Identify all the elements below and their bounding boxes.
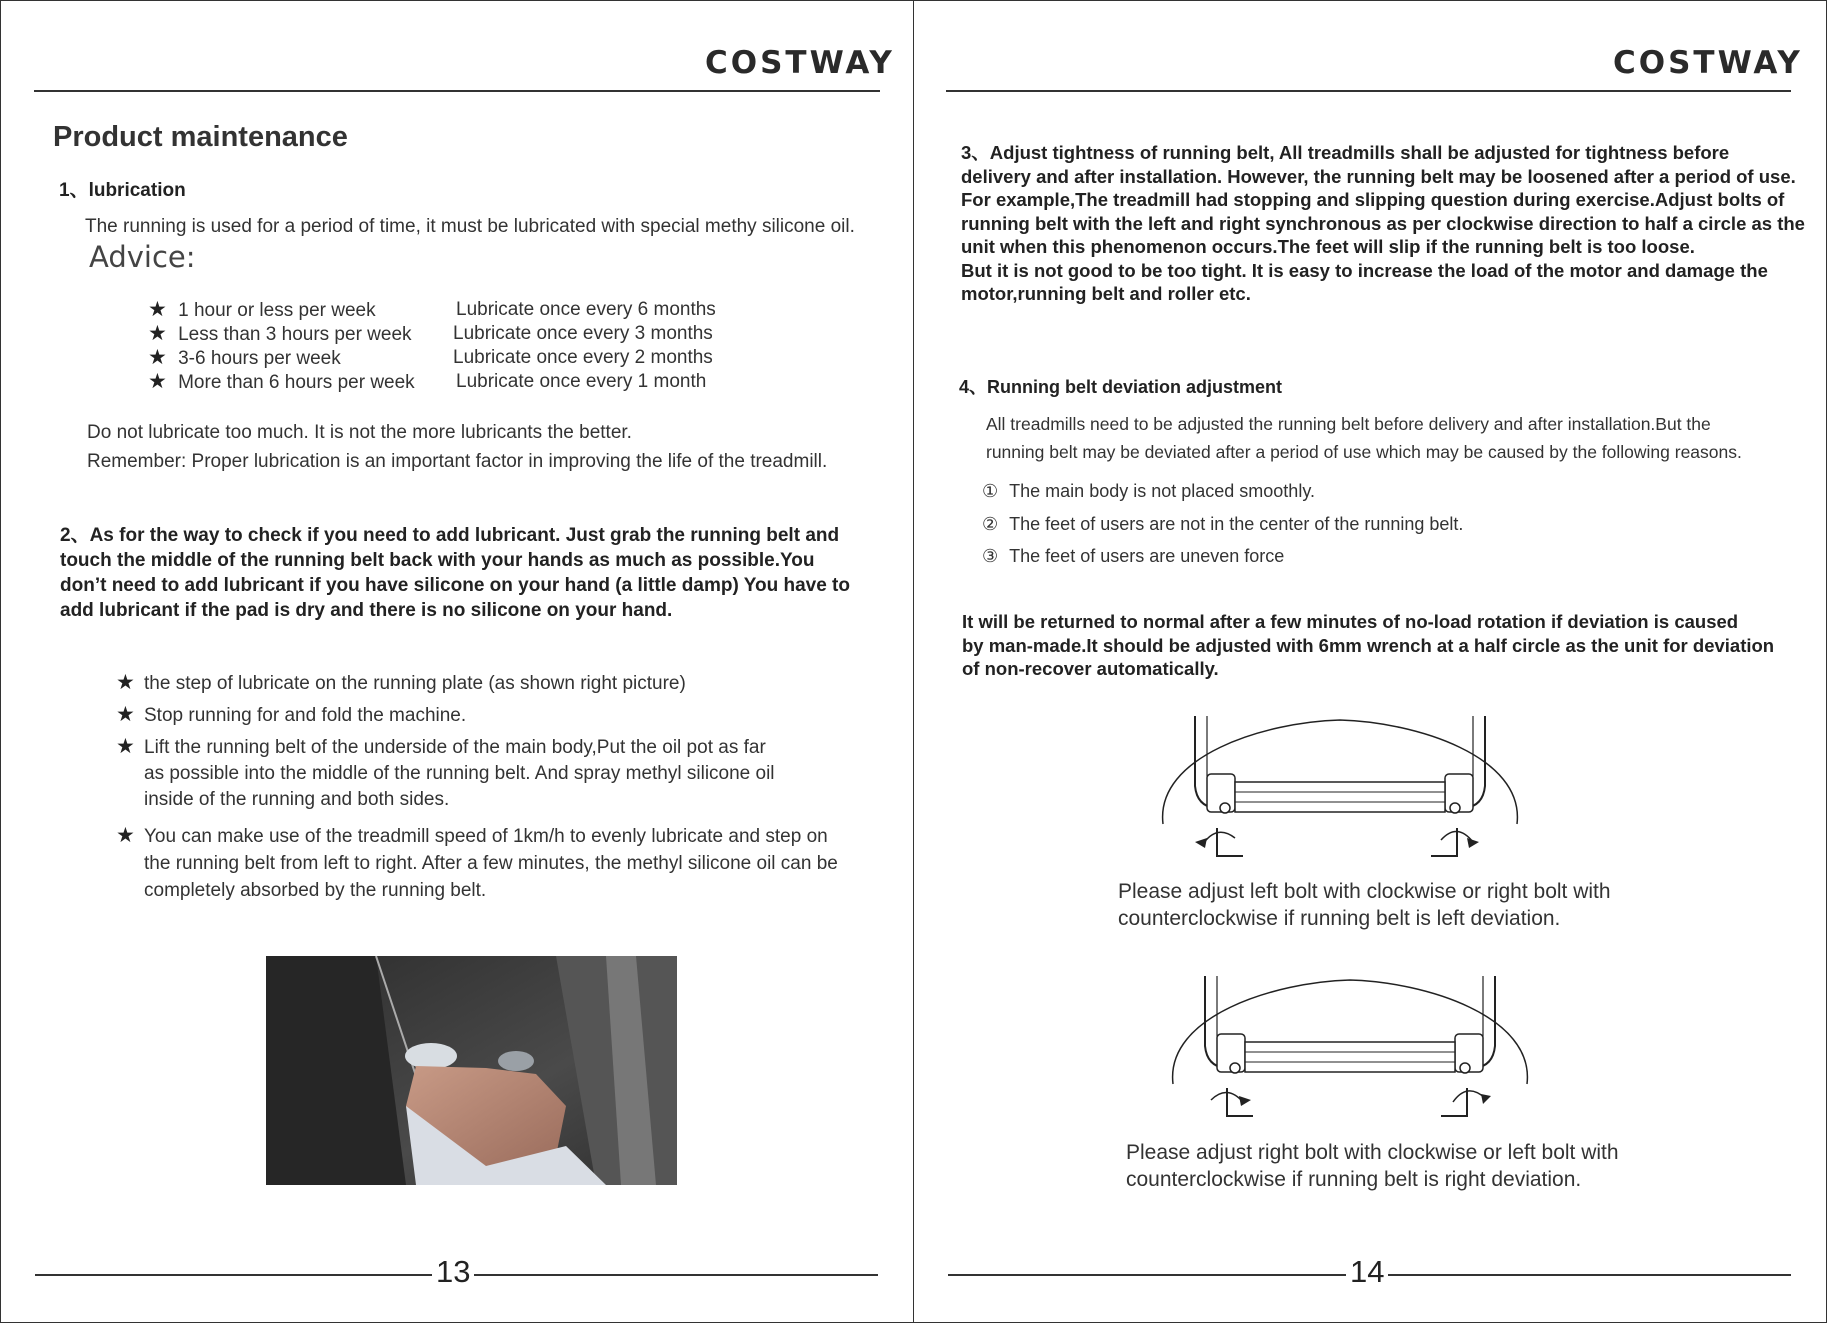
- section-4-intro-line: All treadmills need to be adjusted the running belt before delivery and after installation.But the: [986, 414, 1711, 434]
- counterclockwise-arrow-icon: [1211, 1088, 1253, 1116]
- star-icon: ★: [148, 322, 167, 345]
- star-icon: ★: [148, 298, 167, 321]
- section-1-intro: The running is used for a period of time, it must be lubricated with special methy silicone oil.: [85, 216, 855, 237]
- advice-row: [148, 345, 341, 370]
- section-2-line: add lubricant if the pad is dry and there is no silicone on your hand.: [60, 600, 673, 621]
- lubrication-note-2: Remember: Proper lubrication is an important factor in improving the life of the treadmill.: [87, 451, 828, 472]
- header-rule-left: [34, 90, 880, 92]
- star-icon: ★: [116, 703, 135, 726]
- step-line: inside of the running and both sides.: [144, 789, 450, 810]
- step-line: as possible into the middle of the running belt. And spray methyl silicone oil: [144, 763, 775, 784]
- step-line: the step of lubricate on the running plate (as shown right picture): [144, 673, 686, 694]
- lubrication-photo: [266, 956, 677, 1185]
- section-3-line: motor,running belt and roller etc.: [961, 283, 1251, 304]
- caption-line: Please adjust left bolt with clockwise or right bolt with: [1118, 880, 1611, 903]
- reason-item: [982, 546, 1284, 567]
- advice-row: [148, 369, 415, 394]
- advice-row: [148, 321, 412, 346]
- diagram-caption-2: [1126, 1139, 1619, 1193]
- advice-schedule: Lubricate once every 3 months: [453, 323, 713, 344]
- section-4-intro: [986, 410, 1742, 466]
- section-4-heading: 4、Running belt deviation adjustment: [959, 377, 1283, 397]
- section-3-line: delivery and after installation. However, the running belt may be loosened after a period of use.: [961, 165, 1796, 187]
- step-line: the running belt from left to right. After a few minutes, the methyl silicone oil can be: [144, 853, 838, 874]
- section-2-paragraph: [60, 523, 850, 623]
- reason-item: [982, 514, 1463, 535]
- section-3-line: For example,The treadmill had stopping and slipping question during exercise.Adjust bolts of: [961, 189, 1785, 210]
- section-2-line: 2、As for the way to check if you need to add lubricant. Just grab the running belt and: [60, 525, 840, 546]
- step-line: Lift the running belt of the underside of the main body,Put the oil pot as far: [144, 737, 766, 758]
- star-icon: ★: [148, 346, 167, 369]
- reason-text: The feet of users are not in the center of the running belt.: [1009, 514, 1464, 534]
- section-3-line: unit when this phenomenon occurs.The feet will slip if the running belt is too loose.: [961, 236, 1695, 257]
- counterclockwise-arrow-icon: [1431, 828, 1479, 856]
- clockwise-arrow-icon: [1441, 1088, 1491, 1116]
- page-number-right: 14: [1346, 1254, 1388, 1290]
- lubrication-note-1: Do not lubricate too much. It is not the more lubricants the better.: [87, 422, 632, 443]
- reason-text: The feet of users are uneven force: [1009, 546, 1285, 566]
- star-icon: ★: [116, 671, 135, 694]
- page-number-left: 13: [432, 1254, 474, 1290]
- section-3-line: But it is not good to be too tight. It is easy to increase the load of the motor and damage the: [961, 259, 1768, 281]
- advice-label: Advice:: [89, 240, 196, 274]
- advice-usage: More than 6 hours per week: [178, 372, 415, 393]
- caption-line: counterclockwise if running belt is left deviation.: [1118, 907, 1561, 930]
- advice-usage: Less than 3 hours per week: [178, 324, 412, 345]
- advice-usage: 3-6 hours per week: [178, 348, 341, 369]
- advice-usage: 1 hour or less per week: [178, 300, 376, 321]
- reason-item: [982, 481, 1315, 502]
- clockwise-arrow-icon: [1195, 828, 1243, 856]
- section-3-line: 3、Adjust tightness of running belt, All treadmills shall be adjusted for tightness before: [961, 142, 1730, 163]
- brand-logo-left: COSTWAY: [705, 45, 895, 81]
- reason-marker: ②: [982, 514, 999, 534]
- advice-schedule: Lubricate once every 1 month: [456, 371, 707, 392]
- advice-schedule: Lubricate once every 6 months: [456, 299, 716, 320]
- section-2-line: don’t need to add lubricant if you have silicone on your hand (a little damp) You have to: [60, 575, 850, 596]
- belt-diagram-left-deviation: [1155, 716, 1525, 866]
- deviation-note: [962, 610, 1774, 681]
- section-3-paragraph: [961, 141, 1805, 306]
- step-line: You can make use of the treadmill speed of 1km/h to evenly lubricate and step on: [144, 826, 828, 847]
- page-title: Product maintenance: [53, 121, 348, 153]
- belt-diagram-right-deviation: [1165, 976, 1535, 1126]
- caption-line: counterclockwise if running belt is right deviation.: [1126, 1168, 1582, 1191]
- deviation-note-line: It will be returned to normal after a few minutes of no-load rotation if deviation is caused: [962, 611, 1739, 632]
- section-3-line: running belt with the left and right synchronous as per clockwise direction to half a circle as the: [961, 212, 1805, 234]
- brand-logo-right: COSTWAY: [1613, 45, 1803, 81]
- section-1-heading: 1、lubrication: [59, 180, 186, 201]
- deviation-note-line: by man-made.It should be adjusted with 6mm wrench at a half circle as the unit for deviation: [962, 634, 1775, 656]
- reason-text: The main body is not placed smoothly.: [1009, 481, 1315, 501]
- advice-schedule: Lubricate once every 2 months: [453, 347, 713, 368]
- header-rule-right: [946, 90, 1791, 92]
- reason-marker: ①: [982, 481, 999, 501]
- star-icon: ★: [116, 735, 135, 758]
- star-icon: ★: [148, 370, 167, 393]
- step-line: Stop running for and fold the machine.: [144, 705, 467, 726]
- section-4-intro-line: running belt may be deviated after a period of use which may be caused by the following reasons.: [986, 442, 1742, 462]
- deviation-note-line: of non-recover automatically.: [962, 658, 1219, 679]
- step-line: completely absorbed by the running belt.: [144, 880, 487, 901]
- section-2-line: touch the middle of the running belt back with your hands as much as possible.You: [60, 550, 815, 571]
- reason-marker: ③: [982, 546, 999, 566]
- caption-line: Please adjust right bolt with clockwise or left bolt with: [1126, 1141, 1619, 1164]
- diagram-caption-1: [1118, 878, 1611, 932]
- star-icon: ★: [116, 824, 135, 847]
- advice-row: [148, 297, 376, 322]
